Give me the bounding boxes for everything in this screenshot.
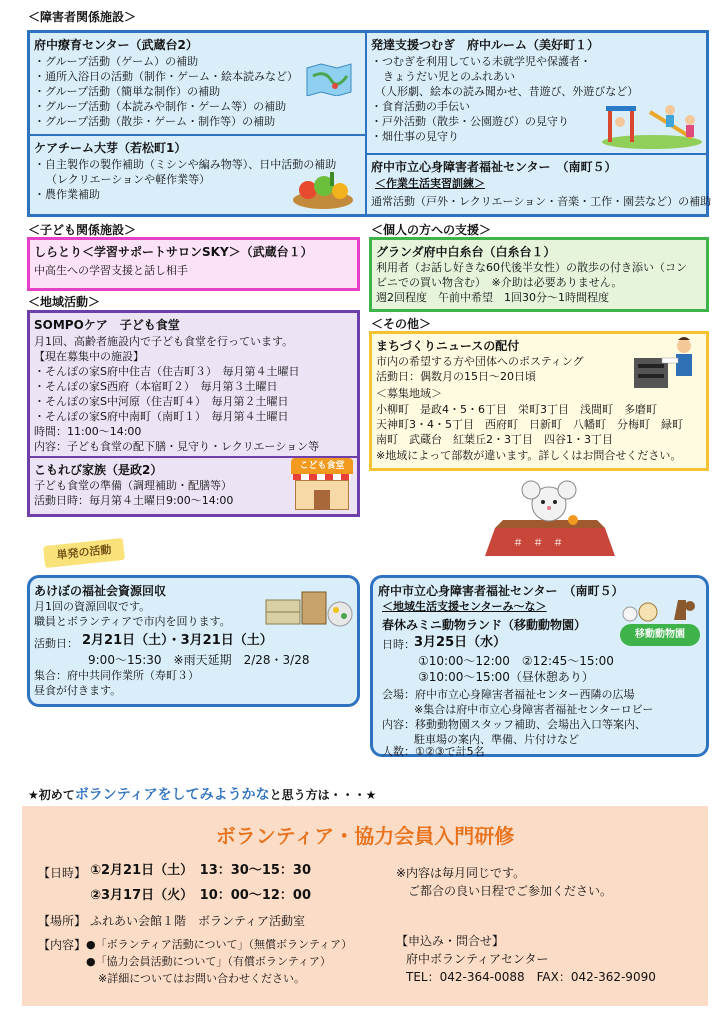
fukushi-center-title: 府中市立心身障害者福祉センター （南町５） <box>371 160 617 174</box>
komorebi-title: こもれび家族（是政2） <box>34 463 163 477</box>
granda-title: グランダ府中白糸台（白糸台１） <box>376 245 556 259</box>
intro-prefix: ★初めて <box>28 788 75 802</box>
section-heading-disability: ＜障害者関係施設＞ <box>28 10 137 24</box>
zoo-content: 内容：移動動物園スタッフ補助、会場出入口等案内、 <box>382 718 646 731</box>
disability-divider-right <box>367 153 706 155</box>
akebono-line: 職員とボランティアで市内を回ります。 <box>34 615 231 628</box>
recycling-bundles-icon <box>262 582 354 628</box>
sompo-line: ・そんぽの家S府中住吉（住吉町３） 毎月第４土曜日 <box>34 365 300 378</box>
contact-tel: TEL：042-364-0088 FAX：042-362-9090 <box>406 970 656 984</box>
machizukuri-line: ＜募集地域＞ <box>376 387 442 400</box>
akebono-time: 9:00～15:30 ※雨天延期 2/28・3/28 <box>88 653 310 667</box>
machizukuri-line: 市内の希望する方や団体へのポスティング <box>376 355 584 368</box>
tsumugi-line: きょうだい児とのふれあい <box>383 70 515 83</box>
section-heading-individual: ＜個人の方への支援＞ <box>371 223 492 237</box>
machizukuri-line: 小柳町 是政4・5・6丁目 栄町3丁目 浅間町 多磨町 <box>376 403 657 416</box>
fukushi-center-subtitle: ＜作業生活実習訓練＞ <box>375 177 485 190</box>
training-content1: ●「ボランティア活動について」（無償ボランティア） <box>86 938 353 951</box>
training-place-label: 【場所】 <box>38 914 87 928</box>
zoo-time1: ①10:00～12:00 ②12:45～15:00 <box>418 654 614 668</box>
tsumugi-line: ・戸外活動（散歩・公園遊び）の見守り <box>371 115 569 128</box>
mouse-kotatsu-illustration-icon <box>485 478 615 558</box>
zoo-venue-note: ※集合は府中市立心身障害者福祉センターロビー <box>414 703 654 716</box>
training-content-note: ※詳細についてはお問い合わせください。 <box>98 972 305 985</box>
playground-children-icon <box>600 92 704 150</box>
sompo-line: 内容：子ども食堂の配下膳・見守り・レクリエーション等 <box>34 440 320 453</box>
akebono-line: 月1回の資源回収です。 <box>34 600 151 613</box>
granda-line: 利用者（お話し好きな60代後半女性）の散歩の付き添い（コン <box>376 261 687 274</box>
machizukuri-line: 活動日：偶数月の15日～20日頃 <box>376 370 536 383</box>
contact-name: 府中ボランティアセンター <box>406 952 549 966</box>
section-heading-other: ＜その他＞ <box>371 317 432 331</box>
tsumugi-line: （人形劇、絵本の読み聞かせ、昔遊び、外遊びなど） <box>375 85 639 98</box>
machizukuri-line: ※地域によって部数が違います。詳しくはお問合せください。 <box>376 449 682 462</box>
kodomo-shokudo-store-icon <box>291 458 353 510</box>
mobile-zoo-icon <box>620 596 700 650</box>
care-team-line: ・自主製作の製作補助（ミシンや編み物等）、日中活動の補助 <box>34 158 337 171</box>
training-place: ふれあい会館１階 ボランティア活動室 <box>90 914 306 928</box>
tanpatsu-label: 単発の活動 <box>55 543 112 562</box>
training-date1: ①2月21日（土） 13：30～15：30 <box>90 863 312 878</box>
tsumugi-line: ・つむぎを利用している未就学児や保護者・ <box>371 55 591 68</box>
sompo-line: 【現在募集中の施設】 <box>34 350 144 363</box>
fuchu-ryoiku-title: 府中療育センター（武蔵台2） <box>34 38 198 52</box>
akebono-dates: 2月21日（土）・3月21日（土） <box>82 633 273 648</box>
mobile-zoo-sign: 移動動物園 <box>620 624 700 646</box>
akebono-title: あけぼの福祉会資源回収 <box>34 584 167 598</box>
fuchu-ryoiku-line: ・グループ活動（簡単な制作）の補助 <box>34 85 221 98</box>
mailbox-posting-icon <box>628 336 700 392</box>
tanpatsu-ribbon <box>43 538 125 568</box>
store-sign: こども食堂 <box>291 458 353 474</box>
zoo-people: 人数：①②③で計5名 <box>382 745 485 758</box>
svg-text:＃ ＃ ＃: ＃ ＃ ＃ <box>513 538 563 549</box>
shiratori-title: しらとり＜学習サポートサロンSKY＞（武蔵台１） <box>34 245 313 259</box>
vegetables-basket-icon <box>290 166 356 210</box>
sompo-line: ・そんぽの家S中河原（住吉町４） 毎月第２土曜日 <box>34 395 289 408</box>
tsumugi-title: 発達支援つむぎ 府中ルーム（美好町１） <box>371 38 600 52</box>
sompo-line: 時間：11:00～14:00 <box>34 425 142 438</box>
machizukuri-line: 天神町3・4・5丁目 西府町 日新町 八幡町 分梅町 緑町 <box>376 418 683 431</box>
sompo-line: ・そんぽの家S西府（本宿町２） 毎月第３土曜日 <box>34 380 278 393</box>
sompo-line: ・そんぽの家S府中南町（南町１） 毎月第４土曜日 <box>34 410 289 423</box>
contact-label: 【申込み・問合せ】 <box>396 934 505 948</box>
intro-highlight: ボランティアをしてみようかな <box>74 787 270 803</box>
machizukuri-title: まちづくりニュースの配付 <box>376 339 520 353</box>
care-team-line: （レクリエーションや軽作業等） <box>46 173 211 186</box>
fukushi-center-event-subtitle: ＜地域生活支援センターみ～な＞ <box>382 600 547 613</box>
zoo-event-name: 春休みミニ動物ランド（移動動物園） <box>382 618 587 632</box>
training-content2: ●「協力会員活動について」（有償ボランティア） <box>86 955 331 968</box>
fuchu-ryoiku-line: ・グループ活動（本読みや制作・ゲーム等）の補助 <box>34 100 287 113</box>
care-team-line: ・農作業補助 <box>34 188 100 201</box>
granda-line: 週2回程度 午前中希望 1回30分～1時間程度 <box>376 291 609 304</box>
section-heading-children: ＜子ども関係施設＞ <box>28 223 137 237</box>
granda-line: ビニでの買い物含む） ※介助は必要ありません。 <box>376 276 623 289</box>
disability-divider-left <box>30 134 365 136</box>
fuchu-ryoiku-line: ・グループ活動（散歩・ゲーム・制作等）の補助 <box>34 115 276 128</box>
fukushi-center-event-title: 府中市立心身障害者福祉センター （南町５） <box>378 584 624 598</box>
komorebi-line: 活動日時：毎月第４土曜日9:00～14:00 <box>34 494 234 507</box>
training-title: ボランティア・協力会員入門研修 <box>215 824 515 848</box>
training-note1: ※内容は毎月同じです。 <box>396 866 526 880</box>
disability-divider-vertical <box>365 33 367 215</box>
akebono-date-label: 活動日： <box>34 637 78 650</box>
training-content-label: 【内容】 <box>38 938 87 952</box>
zoo-date-label: 日時： <box>382 638 415 651</box>
intro-line <box>28 784 376 804</box>
intro-suffix: と思う方は・・・★ <box>269 788 377 802</box>
akebono-place: 集合：府中共同作業所（寿町３） <box>34 669 199 682</box>
akebono-lunch: 昼食が付きます。 <box>34 684 122 697</box>
fuchu-ryoiku-line: ・通所入浴日の活動（制作・ゲーム・絵本読みなど） <box>34 70 298 83</box>
zoo-venue: 会場：府中市立心身障害者福祉センター西隣の広場 <box>382 688 635 701</box>
machizukuri-line: 南町 武蔵台 紅葉丘2・3丁目 四谷1・3丁目 <box>376 433 613 446</box>
tsumugi-line: ・食育活動の手伝い <box>371 100 470 113</box>
fukushi-center-line: 通常活動（戸外・レクリエーション・音楽・工作・園芸など）の補助 <box>371 195 712 208</box>
care-team-title: ケアチーム大芽（若松町1） <box>34 141 187 155</box>
tsumugi-line: ・畑仕事の見守り <box>371 130 459 143</box>
section-heading-community: ＜地域活動＞ <box>28 295 101 309</box>
komorebi-line: 子ども食堂の準備（調理補助・配膳等） <box>34 479 232 492</box>
zoo-date: 3月25日（水） <box>414 635 507 650</box>
sompo-line: 月1回、高齢者施設内で子ども食堂を行っています。 <box>34 335 294 348</box>
training-note2: ご都合の良い日程でご参加ください。 <box>408 884 613 898</box>
fuchu-ryoiku-line: ・グループ活動（ゲーム）の補助 <box>34 55 199 68</box>
sompo-title: SOMPOケア 子ども食堂 <box>34 318 180 332</box>
zoo-time2: ③10:00～15:00（昼休憩あり） <box>418 670 594 684</box>
map-illustration-icon <box>305 62 353 96</box>
training-date-label: 【日時】 <box>38 866 87 880</box>
zoo-content2: 駐車場の案内、準備、片付けなど <box>414 733 579 746</box>
shiratori-line: 中高生への学習支援と話し相手 <box>34 264 188 277</box>
training-date2: ②3月17日（火） 10：00～12：00 <box>90 888 312 903</box>
